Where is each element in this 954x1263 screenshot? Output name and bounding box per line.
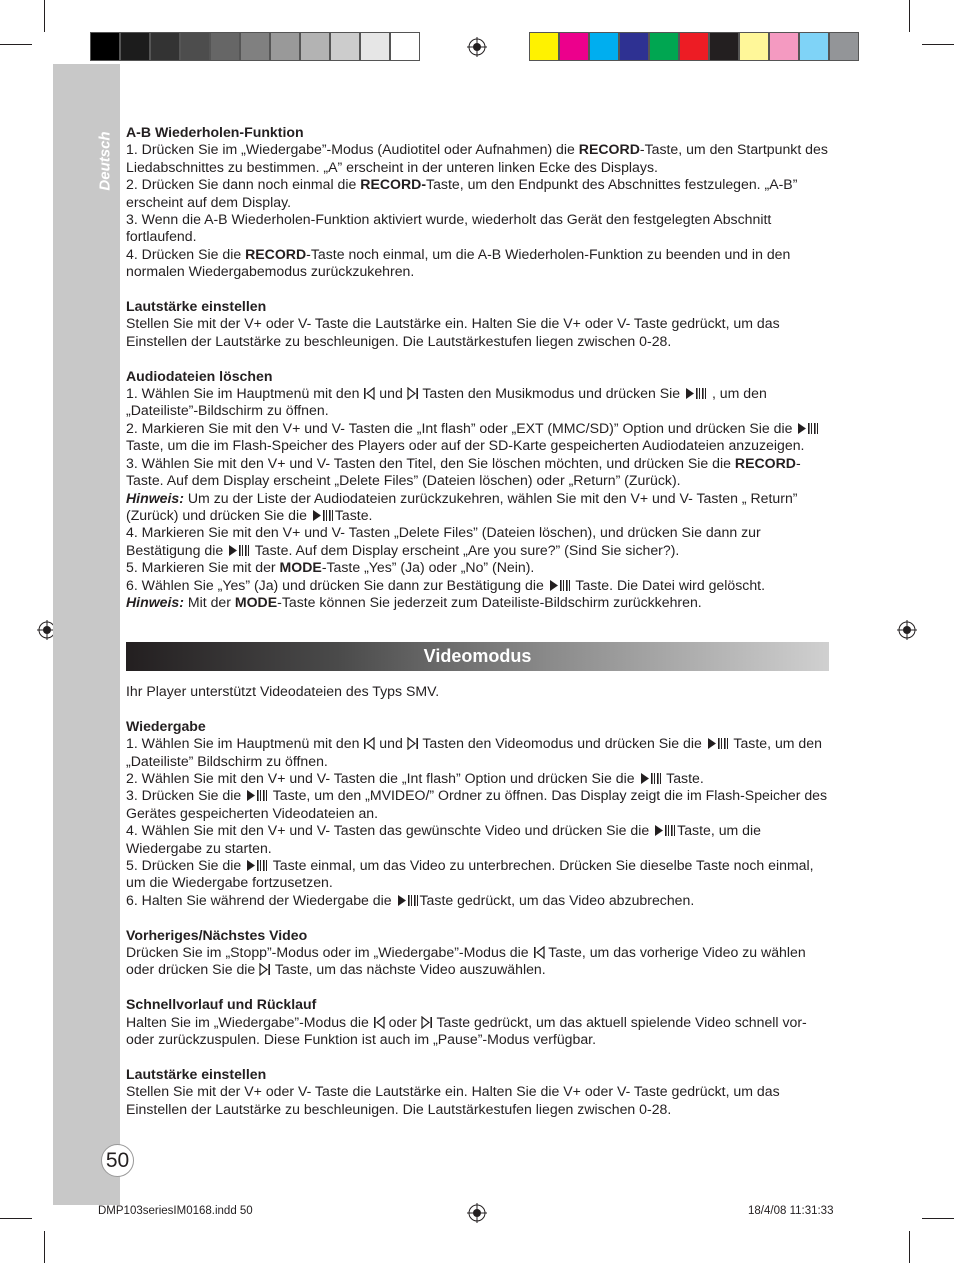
paragraph: 3. Wählen Sie mit den V+ und V- Tasten den Titel, den Sie löschen möchten, und drücken Sie die RECORD-Taste. Auf dem Display erscheint „Delete Files” (Dateien löschen) oder „Return” (Zurück). xyxy=(126,454,801,489)
next-icon xyxy=(407,737,419,750)
crop-mark xyxy=(44,1231,45,1263)
color-swatch xyxy=(739,32,769,61)
paragraph: 4. Drücken Sie die RECORD-Taste noch einmal, um die A-B Wiederholen-Funktion zu beenden und in den normalen Wiedergabemodus zurückzukehren. xyxy=(126,245,791,280)
play-pause-icon xyxy=(706,737,730,750)
color-swatch xyxy=(210,32,240,61)
color-swatch xyxy=(270,32,300,61)
color-swatch-bar xyxy=(529,32,859,61)
crop-mark xyxy=(0,1218,32,1219)
color-swatch xyxy=(649,32,679,61)
color-swatch xyxy=(90,32,120,61)
color-swatch xyxy=(559,32,589,61)
paragraph: 3. Wenn die A-B Wiederholen-Funktion aktiviert wurde, wiederholt das Gerät den festgelegten Abschnitt fortlaufend. xyxy=(126,211,772,245)
crop-mark xyxy=(0,44,32,45)
paragraph: 2. Drücken Sie dann noch einmal die RECORD-Taste, um den Endpunkt des Abschnittes festzulegen. „A-B” erscheint auf dem Display. xyxy=(126,176,798,210)
play-pause-icon xyxy=(245,789,269,802)
paragraph: 6. Halten Sie während der Wiedergabe die Taste gedrückt, um das Video abzubrechen. xyxy=(126,891,695,908)
play-pause-icon xyxy=(227,544,251,557)
footer-file: DMP103seriesIM0168.indd 50 xyxy=(98,1205,253,1217)
section-title-volume: Lautstärke einstellen xyxy=(126,1065,267,1082)
paragraph: 5. Drücken Sie die Taste einmal, um das Video zu unterbrechen. Drücken Sie dieselbe Taste noch einmal, um die Wiedergabe fortzusetzen. xyxy=(126,857,814,891)
play-pause-icon xyxy=(639,772,663,785)
section-title-fast-forward: Schnellvorlauf und Rücklauf xyxy=(126,996,317,1013)
color-swatch xyxy=(769,32,799,61)
paragraph: 5. Markieren Sie mit der MODE-Taste „Yes” (Ja) oder „No” (Nein). xyxy=(126,559,535,576)
paragraph: 1. Drücken Sie im „Wiedergabe”-Modus (Audiotitel oder Aufnahmen) die RECORD-Taste, um den Startpunkt des Liedabschnittes zu bestimmen. „A” erscheint in der unteren linken Ecke des Displays. xyxy=(126,141,828,175)
registration-mark-icon xyxy=(897,620,917,640)
section-banner: Videomodus xyxy=(126,642,829,671)
section-title-delete-audio: Audiodateien löschen xyxy=(126,367,273,384)
side-tab xyxy=(53,64,120,1205)
hint: Hinweis: Mit der MODE-Taste können Sie jederzeit zum Dateiliste-Bildschirm zurückkehren. xyxy=(126,593,702,610)
previous-icon xyxy=(363,737,375,750)
color-swatch xyxy=(390,32,420,61)
section-title-playback: Wiedergabe xyxy=(126,717,206,734)
color-swatch xyxy=(619,32,649,61)
color-swatch xyxy=(180,32,210,61)
play-pause-icon xyxy=(396,894,420,907)
registration-mark-icon xyxy=(467,1203,487,1223)
previous-icon xyxy=(373,1016,385,1029)
color-swatch xyxy=(300,32,330,61)
color-swatch xyxy=(120,32,150,61)
page-number: 50 xyxy=(101,1144,134,1177)
crop-mark xyxy=(909,0,910,32)
color-swatch xyxy=(150,32,180,61)
paragraph: 1. Wählen Sie im Hauptmenü mit den und Tasten den Videomodus und drücken Sie die Taste, um den „Dateiliste” Bildschirm zu öffnen. xyxy=(126,735,822,769)
paragraph: Halten Sie im „Wiedergabe”-Modus die oder Taste gedrückt, um das aktuell spielende Video schnell vor- oder zurückzuspulen. Diese Funktion ist auch im „Pause”-Modus verfügbar. xyxy=(126,1013,807,1048)
paragraph: 2. Wählen Sie mit den V+ und V- Tasten die „Int flash” Option und drücken Sie die Taste. xyxy=(126,770,704,787)
next-icon xyxy=(259,963,271,976)
crop-mark xyxy=(909,1231,910,1263)
paragraph: 1. Wählen Sie im Hauptmenü mit den und Tasten den Musikmodus und drücken Sie , um den „Dateiliste”-Bildschirm zu öffnen. xyxy=(126,385,767,419)
color-swatch xyxy=(240,32,270,61)
previous-icon xyxy=(533,946,545,959)
color-swatch xyxy=(529,32,559,61)
color-swatch xyxy=(829,32,859,61)
video-content xyxy=(126,683,830,1118)
color-swatch xyxy=(360,32,390,61)
crop-mark xyxy=(922,1218,954,1219)
play-pause-icon xyxy=(796,422,820,435)
crop-mark xyxy=(922,44,954,45)
section-title-ab-repeat: A-B Wiederholen-Funktion xyxy=(126,124,304,140)
color-swatch xyxy=(679,32,709,61)
paragraph: 6. Wählen Sie „Yes” (Ja) und drücken Sie dann zur Bestätigung die Taste. Die Datei wird gelöscht. xyxy=(126,576,765,593)
play-pause-icon xyxy=(653,824,677,837)
paragraph: 4. Wählen Sie mit den V+ und V- Tasten das gewünschte Video und drücken Sie die Taste, um die Wiedergabe zu starten. xyxy=(126,822,761,856)
next-icon xyxy=(421,1016,433,1029)
color-swatch xyxy=(709,32,739,61)
paragraph: Stellen Sie mit der V+ oder V- Taste die Lautstärke ein. Halten Sie die V+ oder V- Taste gedrückt, um das Einstellen der Lautstärke zu beschleunigen. Die Lautstärkestufen liegen zwischen 0-28. xyxy=(126,1083,780,1117)
color-swatch xyxy=(330,32,360,61)
registration-mark-icon xyxy=(467,37,487,57)
section-title-prev-next: Vorheriges/Nächstes Video xyxy=(126,926,308,943)
section-title-volume: Lautstärke einstellen xyxy=(126,298,267,315)
color-swatch xyxy=(589,32,619,61)
play-pause-icon xyxy=(245,859,269,872)
play-pause-icon xyxy=(311,509,335,522)
paragraph: 3. Drücken Sie die Taste, um den „MVIDEO/” Ordner zu öffnen. Das Display zeigt die im Flash-Speicher des Gerätes gespeicherten Videodateien an. xyxy=(126,787,828,821)
gray-swatch-bar xyxy=(90,32,420,61)
footer-date: 18/4/08 11:31:33 xyxy=(748,1205,834,1217)
color-swatch xyxy=(799,32,829,61)
next-icon xyxy=(407,387,419,400)
paragraph: Stellen Sie mit der V+ oder V- Taste die Lautstärke ein. Halten Sie die V+ oder V- Taste gedrückt, um das Einstellen der Lautstärke zu beschleunigen. Die Lautstärkestufen liegen zwischen 0-28. xyxy=(126,315,780,349)
paragraph: 4. Markieren Sie mit den V+ und V- Tasten „Delete Files” (Dateien löschen), und drücken Sie dann zur Bestätigung die Taste. Auf dem Display erscheint „Are you sure?” (Sind Sie sicher?). xyxy=(126,524,761,558)
paragraph: Ihr Player unterstützt Videodateien des Typs SMV. xyxy=(126,683,440,699)
play-pause-icon xyxy=(684,387,708,400)
hint: Hinweis: Um zu der Liste der Audiodateien zurückzukehren, wählen Sie mit den V+ und V- Tasten „ Return” (Zurück) und drücken Sie die Taste. xyxy=(126,489,798,523)
previous-icon xyxy=(363,387,375,400)
play-pause-icon xyxy=(548,579,572,592)
paragraph: Drücken Sie im „Stopp”-Modus oder im „Wiedergabe”-Modus die Taste, um das vorherige Video zu wählen oder drücken Sie die Taste, um das nächste Video auszuwählen. xyxy=(126,944,806,978)
paragraph: 2. Markieren Sie mit den V+ und V- Tasten die „Int flash” oder „EXT (MMC/SD)” Option und drücken Sie die Taste, um die im Flash-Speicher des Players oder auf der SD-Karte gespeicherten Audiodateien anzuzeigen. xyxy=(126,420,830,455)
crop-mark xyxy=(44,0,45,32)
language-label: Deutsch xyxy=(96,131,114,191)
main-content xyxy=(126,124,830,611)
